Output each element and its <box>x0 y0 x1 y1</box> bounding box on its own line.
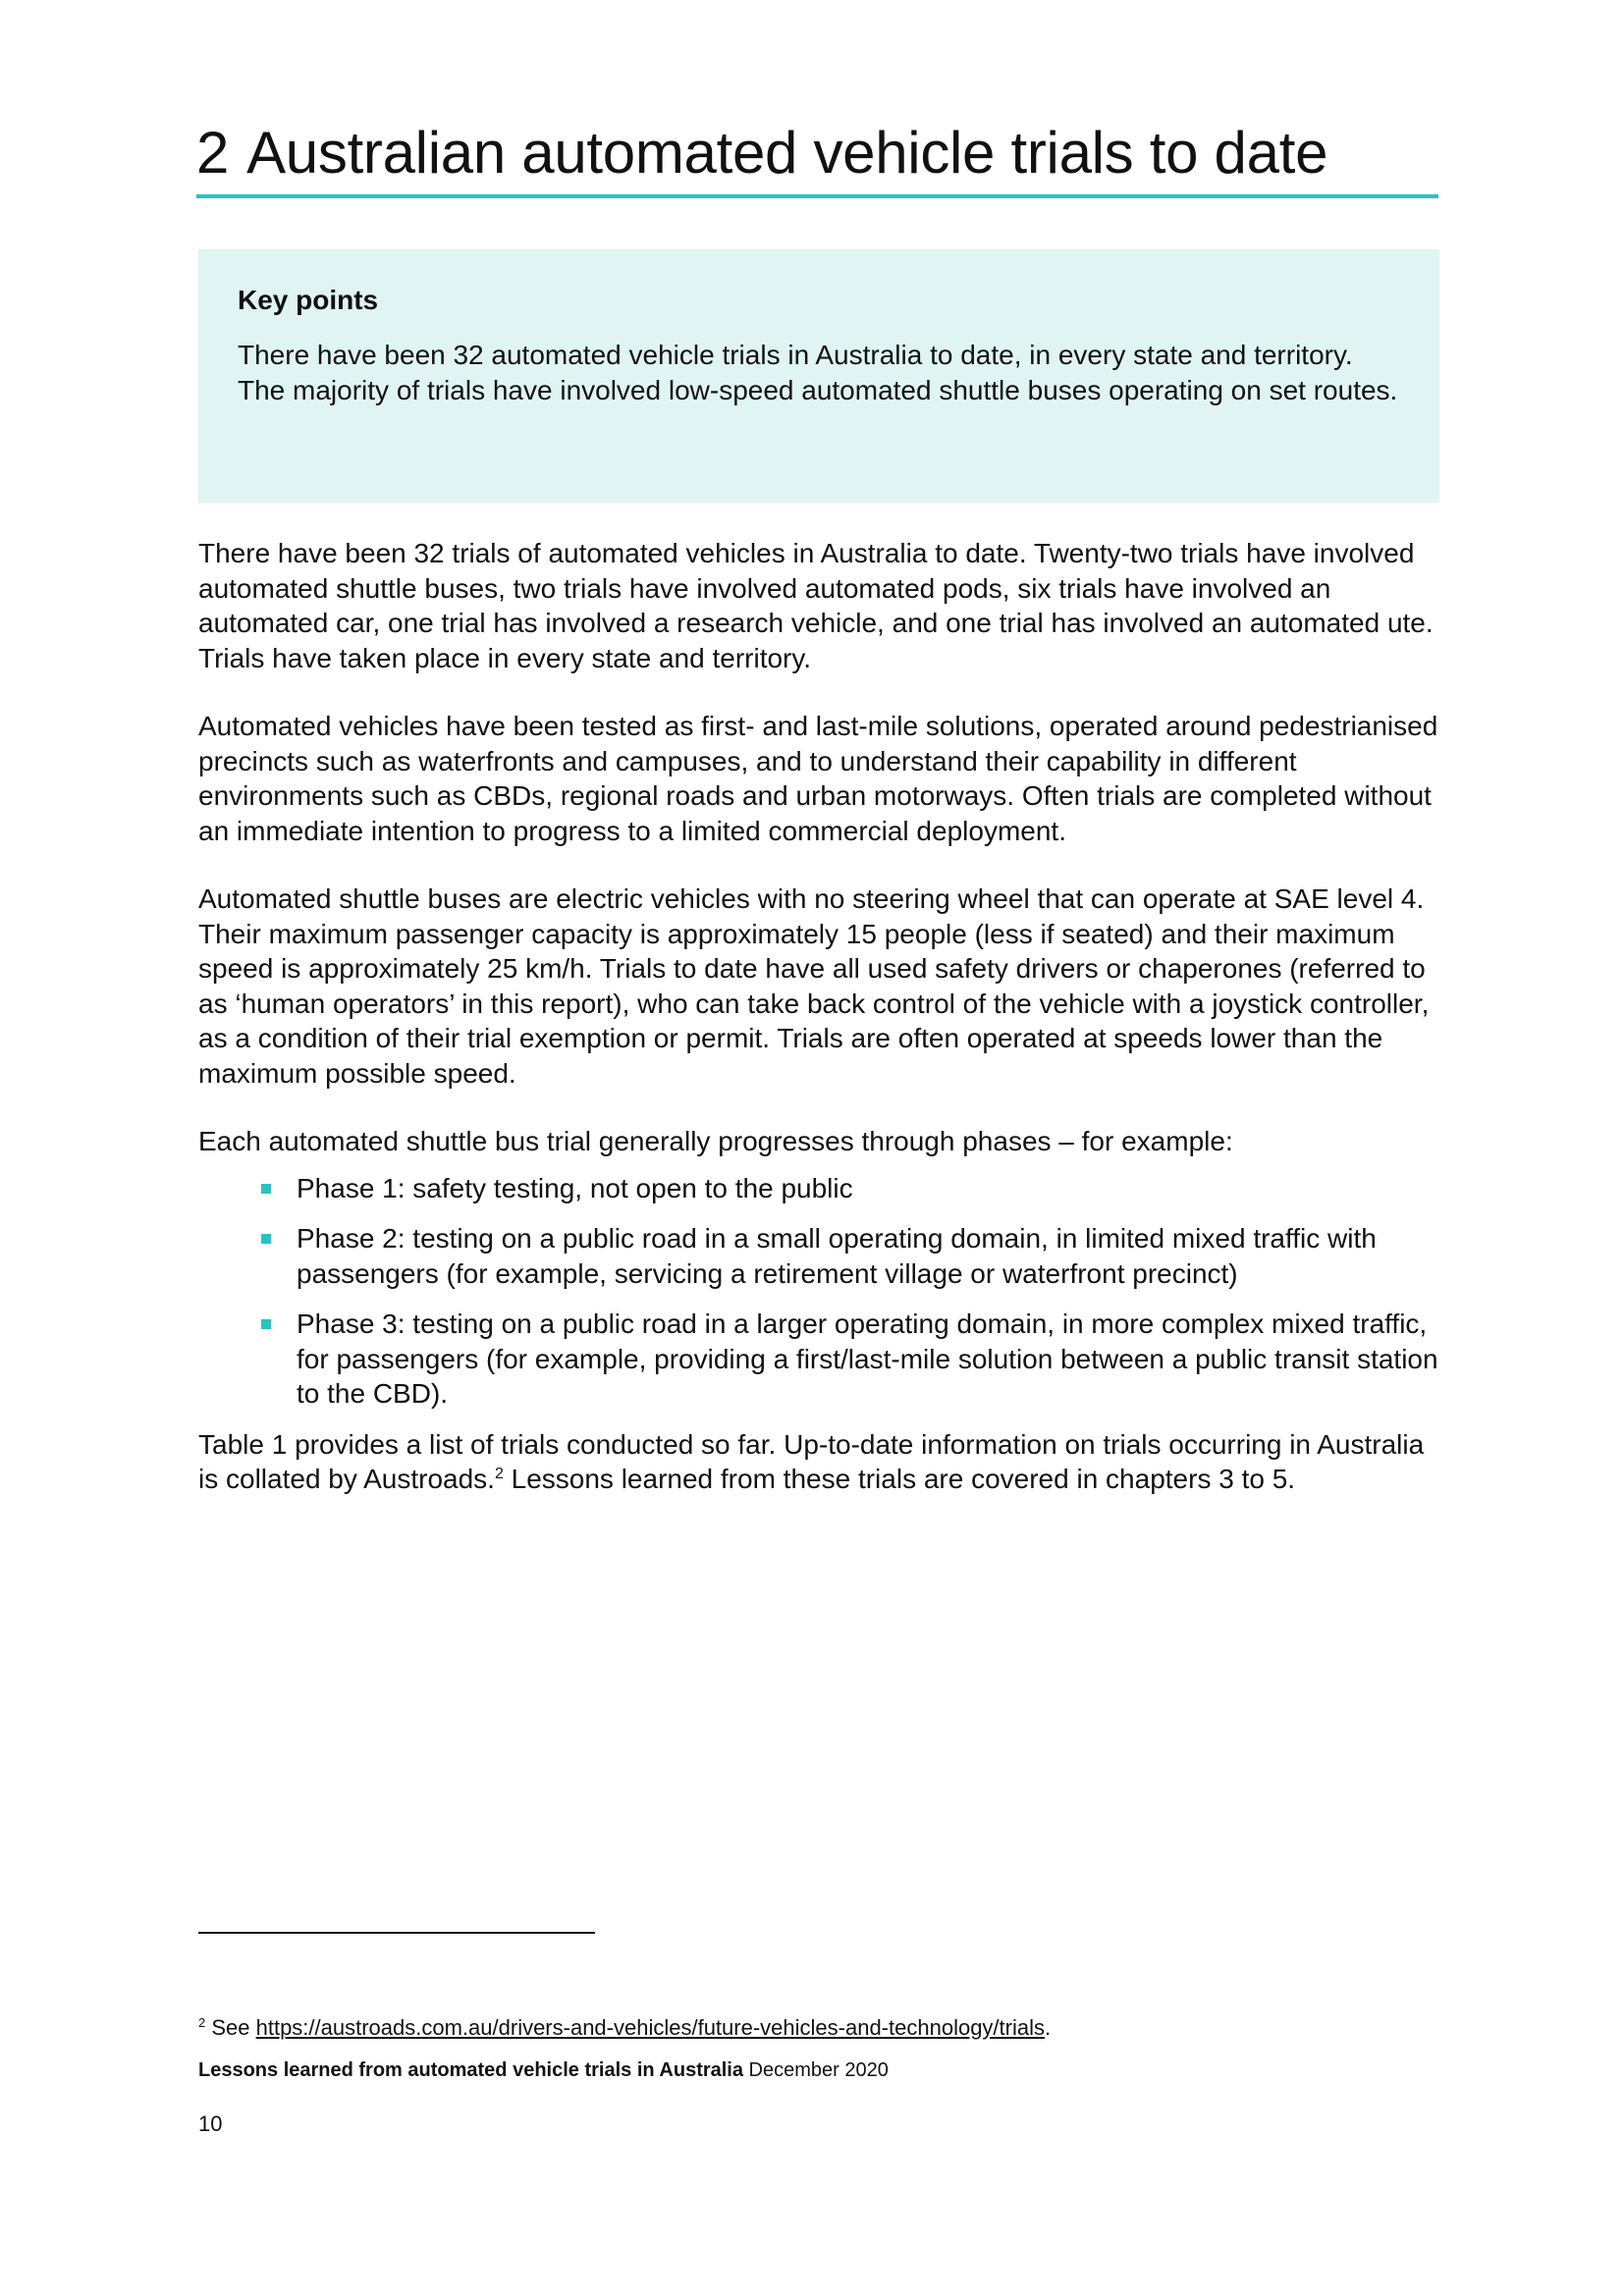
footer-title: Lessons learned from automated vehicle trials in Australia <box>198 2059 743 2081</box>
closing-text-continued: Lessons learned from these trials are covered in chapters 3 to 5. <box>503 1464 1296 1494</box>
chapter-title: Australian automated vehicle trials to date <box>246 120 1328 186</box>
phases-list <box>198 1171 1445 1412</box>
paragraph-phases-intro: Each automated shuttle bus trial generally progresses through phases – for example: <box>198 1126 1233 1156</box>
chapter-heading <box>196 116 1438 190</box>
page-number: 10 <box>198 2111 223 2136</box>
chapter-number: 2 <box>196 120 230 186</box>
footnote <box>198 2014 1051 2042</box>
footnote-separator <box>198 1932 595 1934</box>
footnote-reference[interactable]: 2 <box>494 1466 504 1482</box>
footer-date: December 2020 <box>743 2059 889 2081</box>
body-text <box>198 536 1445 1530</box>
paragraph-trials-overview: There have been 32 trials of automated vehicles in Australia to date. Twenty-two trials have involved automated shuttle buses, two trials have involved automated pods, six trials have involved an automated car, one trial has involved a research vehicle, and one trial has involved an automated ute. Trials have taken place in every state and territory. <box>198 538 1434 673</box>
paragraph-closing <box>198 1427 1445 1497</box>
footnote-link[interactable]: https://austroads.com.au/drivers-and-vehicles/future-vehicles-and-technology/trials <box>255 2015 1045 2040</box>
key-points-text: There have been 32 automated vehicle trials in Australia to date, in every state and territory. The majority of trials have involved low-speed automated shuttle buses operating on set routes. <box>238 340 1398 405</box>
footnote-prefix: See <box>205 2015 256 2040</box>
paragraph-testing-environments: Automated vehicles have been tested as first- and last-mile solutions, operated around pedestrianised precincts such as waterfronts and campuses, and to understand their capability in different environments such as CBDs, regional roads and urban motorways. Often trials are completed without an immediate intention to progress to a limited commercial deployment. <box>198 711 1438 846</box>
list-item <box>198 1307 1445 1412</box>
footnote-marker: 2 <box>198 2015 206 2030</box>
list-item <box>198 1171 1445 1206</box>
phase-2-text: Phase 2: testing on a public road in a small operating domain, in limited mixed traffic with passengers (for example, servicing a retirement village or waterfront precinct) <box>297 1223 1377 1289</box>
square-bullet-icon <box>261 1184 271 1194</box>
heading-underline <box>196 194 1438 198</box>
phase-3-text: Phase 3: testing on a public road in a larger operating domain, in more complex mixed traffic, for passengers (for example, providing a first/last-mile solution between a public transit station to the CBD). <box>297 1308 1438 1409</box>
page-footer <box>198 2057 889 2083</box>
paragraph-shuttle-buses: Automated shuttle buses are electric vehicles with no steering wheel that can operate at SAE level 4. Their maximum passenger capacity is approximately 15 people (less if seated) and their maximum speed is approximately 25 km/h. Trials to date have all used safety drivers or chaperones (referred to as ‘human operators’ in this report), who can take back control of the vehicle with a joystick controller, as a condition of their trial exemption or permit. Trials are often operated at speeds lower than the maximum possible speed. <box>198 883 1430 1089</box>
square-bullet-icon <box>261 1234 271 1244</box>
list-item <box>198 1221 1445 1291</box>
square-bullet-icon <box>261 1319 271 1329</box>
key-points-title: Key points <box>238 285 379 315</box>
phase-1-text: Phase 1: safety testing, not open to the public <box>297 1172 853 1203</box>
footnote-suffix: . <box>1045 2015 1052 2040</box>
key-points-box <box>198 249 1439 503</box>
closing-text: Table 1 provides a list of trials conducted so far. Up-to-date information on trials occurring in Australia is collated by Austroads. <box>198 1428 1425 1494</box>
